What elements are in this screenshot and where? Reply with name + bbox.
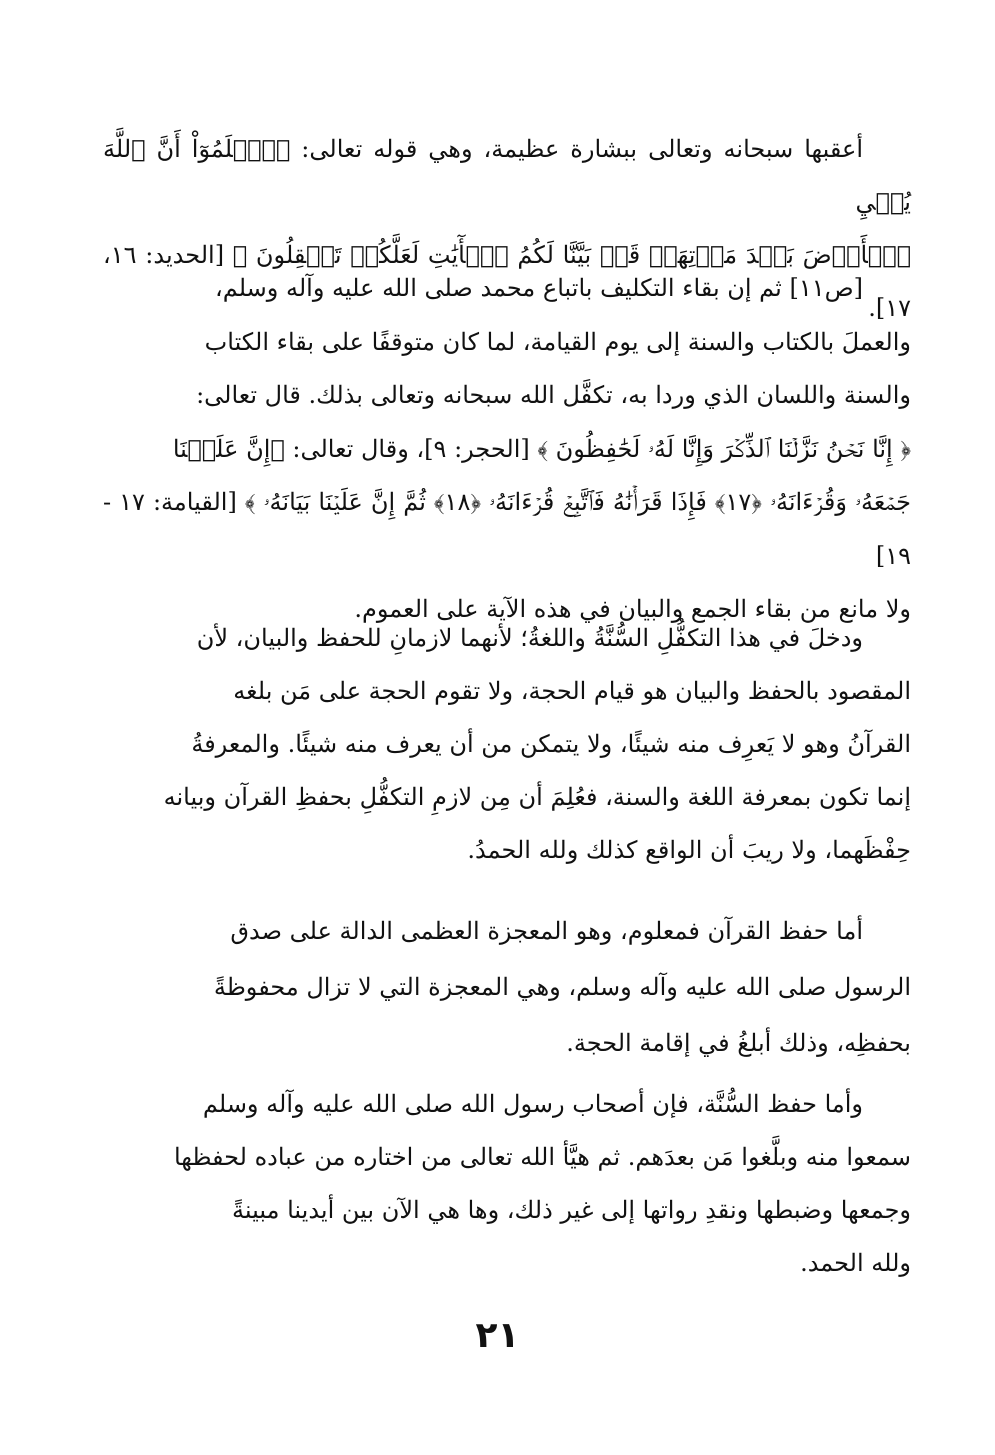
line: والعملَ بالكتاب والسنة إلى يوم القيامة، لما كان متوقفًا على بقاء الكتاب: [204, 327, 911, 356]
line: والسنة واللسان الذي وردا به، تكفَّل الله سبحانه وتعالى بذلك. قال تعالى:: [196, 381, 911, 409]
line: القرآنُ وهو لا يَعرِف منه شيئًا، ولا يتمكن من أن يعرف منه شيئًا. والمعرفةُ: [191, 730, 911, 758]
line: حِفْظَهما، ولا ريبَ أن الواقع كذلك ولله الحمدُ.: [467, 836, 911, 864]
line: بحفظِه، وذلك أبلغُ في إقامة الحجة.: [566, 1029, 911, 1057]
page-number: ٢١: [475, 1315, 520, 1356]
line: ودخلَ في هذا التكفُّلِ السُّنَّةُ واللغةُ؛ لأنهما لازمانِ للحفظ والبيان، لأن: [196, 624, 863, 652]
line: وجمعها وضبطها ونقدِ رواتها إلى غير ذلك، وها هي الآن بين أيدينا مبينةً: [232, 1196, 911, 1224]
line: أما حفظ القرآن فمعلوم، وهو المعجزة العظمى الدالة على صدق: [230, 917, 863, 945]
paragraph-2: [103, 262, 911, 637]
line: [ص١١] ثم إن بقاء التكليف باتباع محمد صلى الله عليه وآله وسلم،: [215, 274, 863, 302]
line: ولا مانع من بقاء الجمع والبيان في هذه الآية على العموم.: [354, 595, 911, 623]
line: ٱلۡأَرۡضَ بَعۡدَ مَوۡتِهَاۚ قَدۡ بَيَّنَّا لَكُمُ ٱلۡأٓيَٰتِ لَعَلَّكُمۡ تَعۡقِلُونَ ﴾ [الحديد: ١٦، ١٧].: [103, 241, 911, 322]
line: إنما تكون بمعرفة اللغة والسنة، فعُلِمَ أن مِن لازمِ التكفُّلِ بحفظِ القرآن وبيانه: [163, 783, 911, 811]
line: ﴿ إِنَّا نَحۡنُ نَزَّلۡنَا ٱلذِّكۡرَ وَإِنَّا لَهُۥ لَحَٰفِظُونَ ﴾ [الحجر: ٩]، وقال تعالى: ﴿إِنَّ عَلَيۡنَا: [172, 434, 911, 463]
line: وأما حفظ السُّنَّة، فإن أصحاب رسول الله صلى الله عليه وآله وسلم: [202, 1090, 863, 1118]
paragraph-3: [103, 612, 911, 877]
line: المقصود بالحفظ والبيان هو قيام الحجة، ولا تقوم الحجة على مَن بلغه: [233, 677, 911, 705]
line: أعقبها سبحانه وتعالى ببشارة عظيمة، وهي قوله تعالى: ﴿ٱعۡلَمُوٓاْ أَنَّ ٱللَّهَ يُحۡيِ: [103, 135, 911, 216]
line: الرسول صلى الله عليه وآله وسلم، وهي المعجزة التي لا تزال محفوظةً: [213, 973, 911, 1001]
paragraph-5: [103, 1078, 911, 1290]
line: ولله الحمد.: [800, 1249, 911, 1277]
line: جَمۡعَهُۥ وَقُرۡءَانَهُۥ ﴿١٧﴾ فَإِذَا قَرَأۡنَٰهُ فَٱتَّبِعۡ قُرۡءَانَهُۥ ﴿١٨﴾ ثُمَّ إِنَّ عَلَيۡنَا بَيَانَهُۥ ﴾ [القيامة: ١٧ - ١٩]: [103, 488, 911, 570]
line: سمعوا منه وبلَّغوا مَن بعدَهم. ثم هيَّأ الله تعالى من اختاره من عباده لحفظها: [173, 1143, 911, 1171]
paragraph-4: [103, 903, 911, 1071]
